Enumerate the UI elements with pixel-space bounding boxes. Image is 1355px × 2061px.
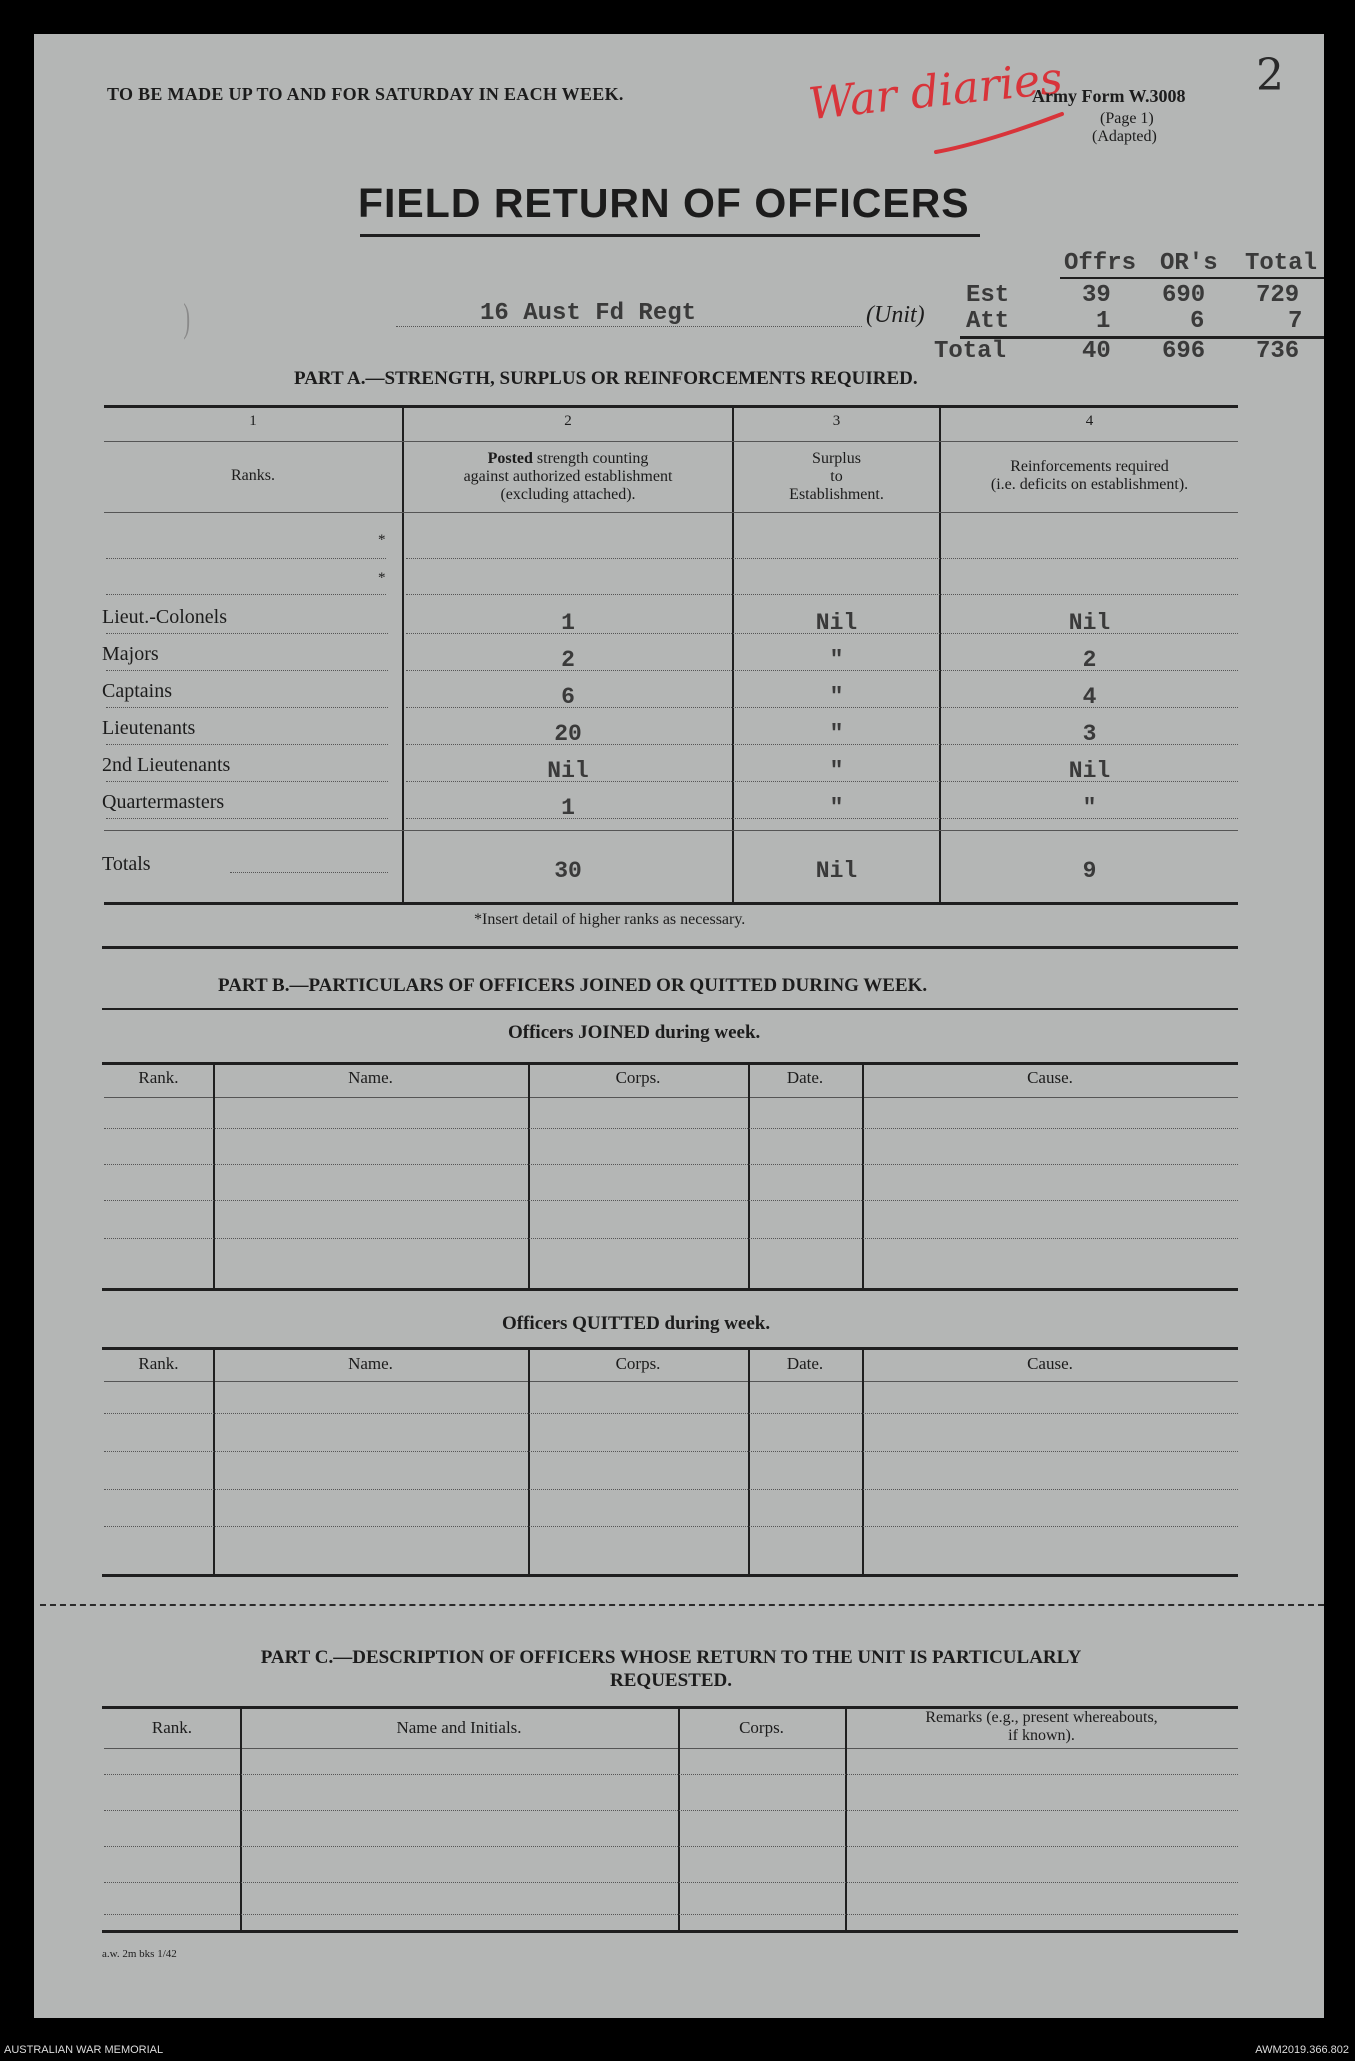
unit-dotted-line — [396, 326, 862, 327]
column-divider — [240, 1708, 242, 1930]
title-underline — [360, 234, 980, 237]
table-rule — [104, 512, 1238, 513]
dotted-line — [106, 558, 386, 559]
totals-surplus: Nil — [815, 858, 858, 884]
dotted-line — [406, 707, 1238, 708]
column-header: Rank. — [151, 1718, 193, 1737]
rank-label: Quartermasters — [102, 791, 225, 813]
posted-header-text: against authorized establishment — [463, 468, 673, 485]
dotted-line — [104, 1774, 1238, 1775]
table-rule — [104, 902, 1238, 905]
summary-row-label: Est — [966, 282, 1010, 309]
posted-value: 20 — [554, 721, 582, 747]
summary-header-total: Total — [1245, 250, 1318, 277]
ranks-header: Ranks. — [231, 467, 275, 484]
rank-label: Lieutenants — [102, 717, 196, 739]
column-header: Cause. — [1027, 1068, 1073, 1087]
dotted-line — [104, 1238, 1238, 1239]
column-header: Name. — [348, 1068, 393, 1087]
posted-value: 1 — [561, 795, 575, 821]
remarks-header — [845, 1709, 1238, 1745]
section-rule — [102, 946, 1238, 949]
posted-value: Nil — [547, 758, 589, 784]
reinforcements-header-text: (i.e. deficits on establishment). — [990, 476, 1189, 493]
table-rule — [102, 1062, 1238, 1065]
surplus-header-text: Surplus — [812, 450, 861, 467]
column-divider — [528, 1349, 530, 1574]
summary-header-ors: OR's — [1160, 250, 1218, 277]
summary-cell: 7 — [1288, 308, 1303, 335]
column-divider — [528, 1064, 530, 1288]
dotted-line — [406, 781, 1238, 782]
summary-cell: 40 — [1082, 338, 1111, 365]
quitted-title: Officers QUITTED during week. — [502, 1313, 771, 1334]
dotted-line — [406, 818, 1238, 819]
rank-label: 2nd Lieutenants — [102, 754, 231, 776]
table-rule — [102, 1347, 1238, 1350]
column-header: Name and Initials. — [396, 1718, 522, 1737]
dotted-line — [406, 558, 1238, 559]
table-rule — [104, 1097, 1238, 1098]
reinforcements-value: Nil — [1068, 610, 1111, 636]
surplus-value: " — [829, 721, 844, 747]
surplus-header — [734, 450, 939, 504]
summary-row-label: Total — [934, 338, 1007, 365]
dotted-line — [104, 1882, 1238, 1883]
reinforcements-value: 4 — [1082, 684, 1097, 710]
section-rule — [102, 1008, 1238, 1010]
print-code: a.w. 2m bks 1/42 — [102, 1948, 177, 1960]
column-divider — [213, 1064, 215, 1288]
form-page: (Page 1) — [1100, 110, 1154, 127]
posted-value: 2 — [561, 647, 575, 673]
summary-rule — [1060, 277, 1324, 279]
totals-posted: 30 — [554, 858, 582, 884]
summary-row-label: Att — [966, 308, 1010, 335]
rank-label: Captains — [102, 680, 172, 702]
column-header: Corps. — [739, 1718, 784, 1737]
summary-cell: 729 — [1256, 282, 1300, 309]
posted-header-text: (excluding attached). — [500, 486, 636, 503]
dotted-line — [230, 872, 388, 873]
column-header: Rank. — [138, 1068, 179, 1087]
surplus-value: " — [829, 684, 844, 710]
part-c-title-line: REQUESTED. — [610, 1670, 732, 1691]
rank-label: Majors — [102, 643, 159, 665]
column-header: Cause. — [1027, 1354, 1073, 1373]
dotted-line — [106, 781, 388, 782]
reinforcements-value: 2 — [1082, 647, 1097, 673]
dotted-line — [106, 744, 388, 745]
dotted-line — [106, 594, 386, 595]
footer-credit: AUSTRALIAN WAR MEMORIAL — [4, 2044, 164, 2056]
dotted-line — [104, 1846, 1238, 1847]
star-marker: * — [378, 532, 386, 548]
column-number: 2 — [564, 413, 572, 429]
table-rule — [104, 1381, 1238, 1382]
dotted-line — [104, 1164, 1238, 1165]
cut-line — [40, 1604, 1324, 1606]
table-rule — [104, 830, 1238, 831]
pencil-mark: ) — [183, 295, 190, 340]
column-divider — [748, 1064, 750, 1288]
posted-header-bold: Posted — [487, 450, 533, 467]
unit-value: 16 Aust Fd Regt — [480, 300, 697, 327]
footer-accession: AWM2019.366.802 — [1255, 2044, 1349, 2056]
dotted-line — [104, 1451, 1238, 1452]
surplus-value: " — [829, 758, 844, 784]
totals-reinforcements: 9 — [1082, 858, 1097, 884]
part-b-title: PART B.—PARTICULARS OF OFFICERS JOINED OR QUITTED DURING WEEK. — [218, 975, 928, 996]
posted-value: 6 — [561, 684, 575, 710]
page-number-handwritten: 2 — [1256, 50, 1284, 101]
reinforcements-value: " — [1082, 795, 1097, 821]
posted-header — [404, 450, 732, 504]
dotted-line — [104, 1810, 1238, 1811]
summary-cell: 696 — [1162, 338, 1206, 365]
surplus-header-text: Establishment. — [789, 486, 884, 503]
part-a-title: PART A.—STRENGTH, SURPLUS OR REINFORCEMENTS REQUIRED. — [294, 368, 918, 389]
posted-value: 1 — [561, 610, 575, 636]
surplus-value: " — [829, 795, 844, 821]
column-header: Corps. — [615, 1354, 661, 1373]
dotted-line — [106, 633, 388, 634]
column-divider — [678, 1708, 680, 1930]
column-divider — [748, 1349, 750, 1574]
form-adapted: (Adapted) — [1092, 128, 1157, 145]
red-underline-stroke — [930, 108, 1070, 158]
table-rule — [104, 1748, 1238, 1749]
table-rule — [104, 405, 1238, 408]
summary-cell: 690 — [1162, 282, 1206, 309]
page-title: FIELD RETURN OF OFFICERS — [358, 180, 970, 226]
handwritten-note: War diaries — [806, 52, 1065, 131]
summary-cell: 736 — [1256, 338, 1300, 365]
dotted-line — [104, 1489, 1238, 1490]
reinforcements-header-text: Reinforcements required — [1010, 458, 1169, 475]
part-c-title-line: PART C.—DESCRIPTION OF OFFICERS WHOSE RETURN TO THE UNIT IS PARTICULARLY — [260, 1647, 1082, 1668]
dotted-line — [406, 633, 1238, 634]
reinforcements-header — [941, 458, 1238, 494]
joined-title: Officers JOINED during week. — [508, 1022, 761, 1043]
dotted-line — [106, 818, 388, 819]
surplus-value: " — [829, 647, 844, 673]
column-number: 3 — [832, 413, 841, 429]
table-rule — [102, 1574, 1238, 1577]
column-header: Rank. — [138, 1354, 179, 1373]
column-header: Date. — [786, 1354, 824, 1373]
dotted-line — [104, 1914, 1238, 1915]
unit-label: (Unit) — [866, 302, 925, 328]
column-header: Corps. — [615, 1068, 661, 1087]
remarks-header-text: if known). — [1008, 1727, 1075, 1744]
column-number: 1 — [249, 413, 257, 429]
part-c-title — [104, 1646, 1238, 1692]
dotted-line — [104, 1526, 1238, 1527]
column-divider — [862, 1349, 864, 1574]
surplus-value: Nil — [815, 610, 858, 636]
dotted-line — [406, 594, 1238, 595]
summary-cell: 39 — [1082, 282, 1111, 309]
column-number: 4 — [1085, 413, 1094, 429]
rank-label: Lieut.-Colonels — [102, 606, 227, 628]
summary-cell: 1 — [1096, 308, 1111, 335]
totals-label: Totals — [102, 853, 151, 875]
column-header: Name. — [348, 1354, 393, 1373]
column-header: Date. — [786, 1068, 824, 1087]
dotted-line — [406, 744, 1238, 745]
dotted-line — [406, 670, 1238, 671]
reinforcements-value: 3 — [1082, 721, 1097, 747]
instruction-text: TO BE MADE UP TO AND FOR SATURDAY IN EACH WEEK. — [107, 84, 624, 104]
dotted-line — [104, 1413, 1238, 1414]
footnote: *Insert detail of higher ranks as necessary. — [474, 911, 746, 928]
posted-header-text: strength counting — [536, 450, 649, 467]
summary-cell: 6 — [1190, 308, 1205, 335]
surplus-header-text: to — [830, 468, 843, 485]
remarks-header-text: Remarks (e.g., present whereabouts, — [925, 1709, 1158, 1726]
form-number: Army Form W.3008 — [1032, 86, 1186, 106]
dotted-line — [106, 670, 388, 671]
reinforcements-value: Nil — [1068, 758, 1111, 784]
summary-header-offrs: Offrs — [1064, 250, 1137, 277]
column-divider — [213, 1349, 215, 1574]
table-rule — [102, 1288, 1238, 1291]
dotted-line — [104, 1200, 1238, 1201]
table-rule — [104, 441, 1238, 442]
table-rule — [102, 1930, 1238, 1933]
dotted-line — [106, 707, 388, 708]
column-divider — [862, 1064, 864, 1288]
star-marker: * — [378, 570, 386, 586]
dotted-line — [104, 1128, 1238, 1129]
